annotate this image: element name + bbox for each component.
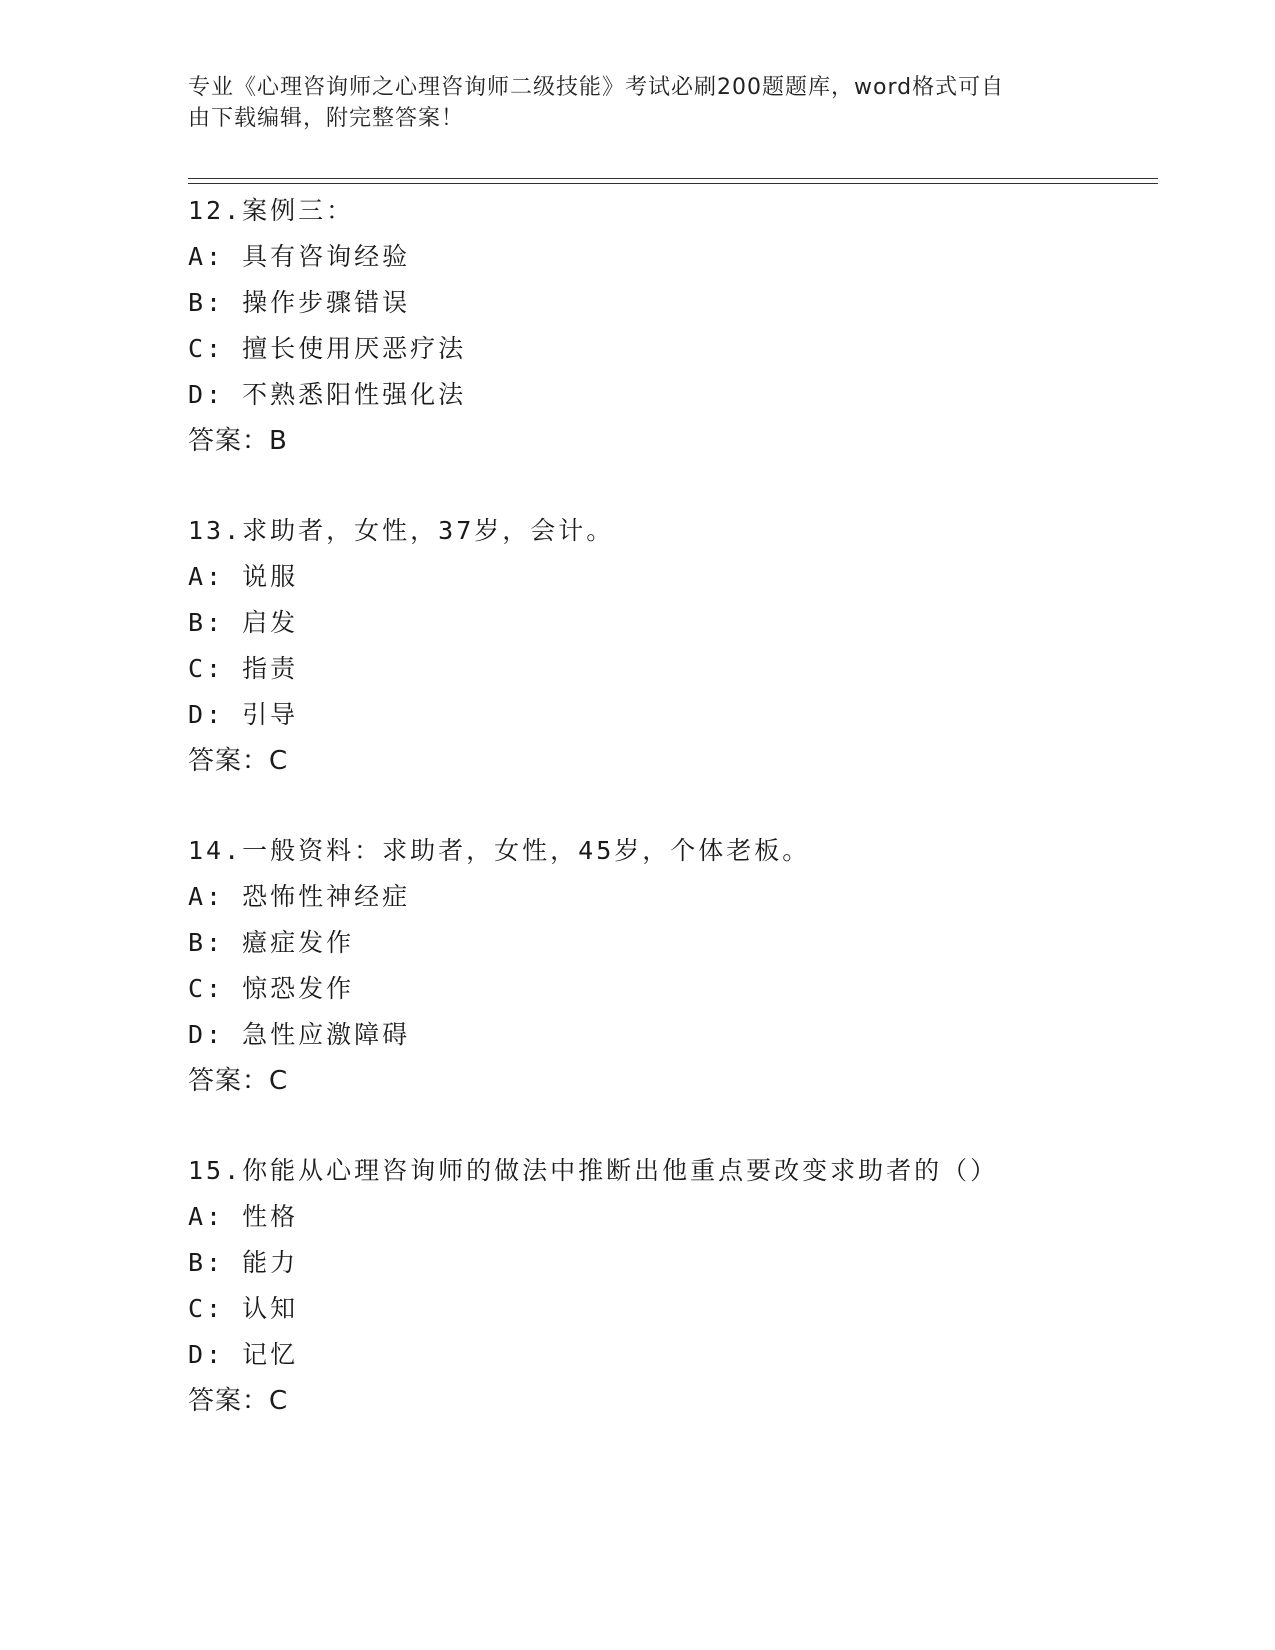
question-block xyxy=(188,508,1148,784)
option-b: B: 操作步骤错误 xyxy=(188,288,411,317)
document-header xyxy=(188,72,1068,134)
option-a: A: 说服 xyxy=(188,562,299,591)
option-a: A: 性格 xyxy=(188,1202,299,1231)
option-c: C: 惊恐发作 xyxy=(188,974,355,1003)
question-block xyxy=(188,188,1148,464)
option-a: A: 恐怖性神经症 xyxy=(188,882,411,911)
option-d: D: 急性应激障碍 xyxy=(188,1020,411,1049)
header-line-1: 专业《心理咨询师之心理咨询师二级技能》考试必刷200题题库，word格式可自 xyxy=(188,75,1005,100)
answer-line: 答案：C xyxy=(188,746,289,776)
option-b: B: 癔症发作 xyxy=(188,928,355,957)
option-c: C: 擅长使用厌恶疗法 xyxy=(188,334,467,363)
answer-line: 答案：B xyxy=(188,426,288,456)
option-b: B: 能力 xyxy=(188,1248,299,1277)
option-b: B: 启发 xyxy=(188,608,299,637)
question-stem: 14.一般资料：求助者，女性，45岁，个体老板。 xyxy=(188,836,811,865)
header-divider-bottom xyxy=(188,183,1158,184)
option-c: C: 指责 xyxy=(188,654,299,683)
answer-line: 答案：C xyxy=(188,1386,289,1416)
question-stem: 13.求助者，女性，37岁，会计。 xyxy=(188,516,615,545)
question-block xyxy=(188,1148,1148,1424)
option-d: D: 引导 xyxy=(188,700,299,729)
answer-line: 答案：C xyxy=(188,1066,289,1096)
option-c: C: 认知 xyxy=(188,1294,299,1323)
header-line-2: 由下载编辑，附完整答案！ xyxy=(188,106,465,131)
option-a: A: 具有咨询经验 xyxy=(188,242,411,271)
question-stem: 12.案例三： xyxy=(188,196,355,225)
question-stem: 15.你能从心理咨询师的做法中推断出他重点要改变求助者的（） xyxy=(188,1156,999,1185)
option-d: D: 不熟悉阳性强化法 xyxy=(188,380,467,409)
header-divider-top xyxy=(188,178,1158,179)
option-d: D: 记忆 xyxy=(188,1340,299,1369)
question-block xyxy=(188,828,1148,1104)
